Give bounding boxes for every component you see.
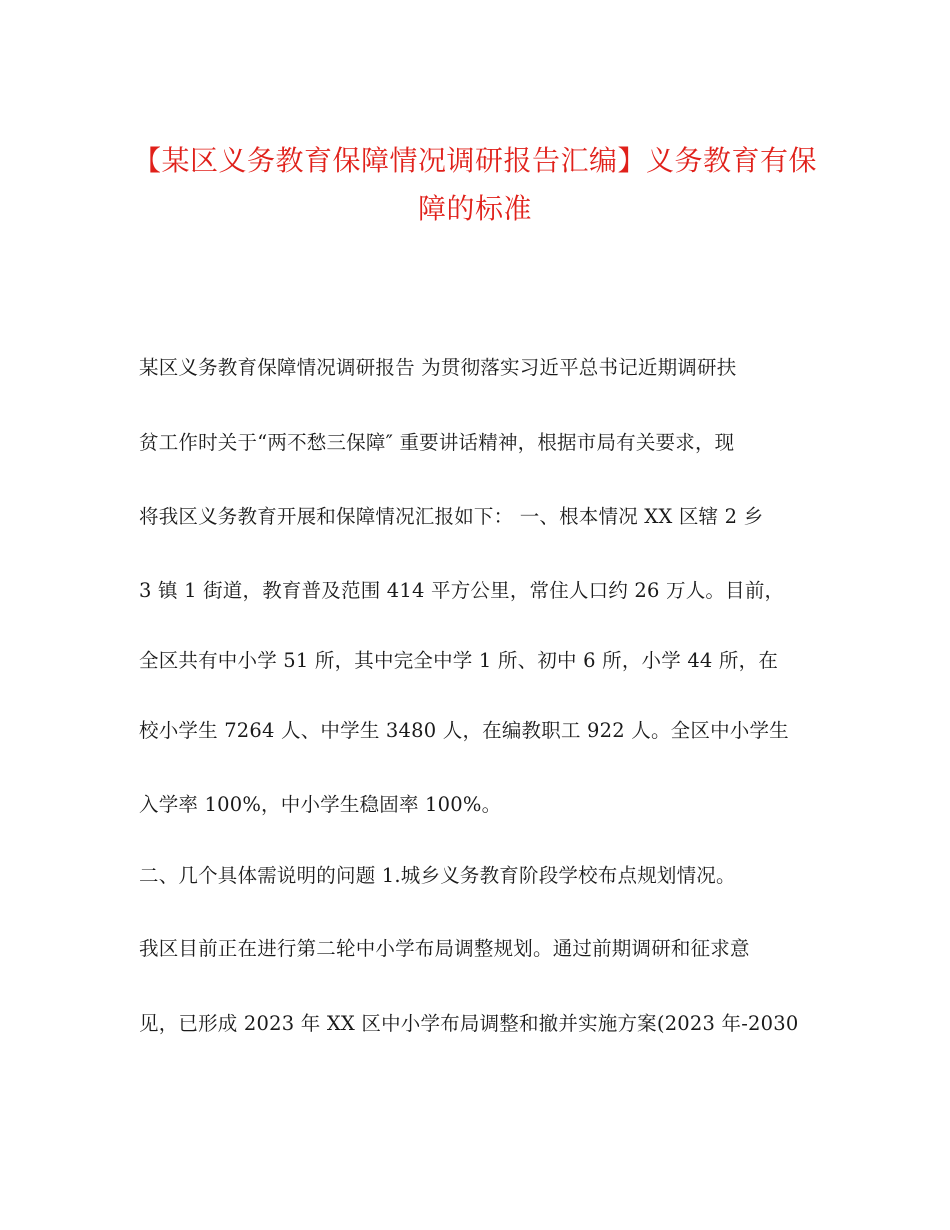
body-line-3: 将我区义务教育开展和保障情况汇报如下： 一、根本情况 XX 区辖 2 乡 [139,505,764,528]
document-title: 【某区义务教育保障情况调研报告汇编】义务教育有保障的标准 [132,144,817,225]
body-line-5: 全区共有中小学 51 所，其中完全中学 1 所、初中 6 所，小学 44 所，在 [139,649,779,672]
body-line-10: 见，已形成 2023 年 XX 区中小学布局调整和撤并实施方案(2023 年-2030 [139,1012,799,1035]
body-line-1: 某区义务教育保障情况调研报告 为贯彻落实习近平总书记近期调研扶 [139,356,737,379]
body-line-6: 校小学生 7264 人、中学生 3480 人，在编教职工 922 人。全区中小学生 [139,719,789,742]
body-line-8: 二、几个具体需说明的问题 1.城乡义务教育阶段学校布点规划情况。 [139,864,736,887]
body-line-9: 我区目前正在进行第二轮中小学布局调整规划。通过前期调研和征求意 [139,937,750,960]
body-line-2: 贫工作时关于“两不愁三保障″ 重要讲话精神，根据市局有关要求，现 [139,431,735,454]
body-line-4: 3 镇 1 街道，教育普及范围 414 平方公里，常住人口约 26 万人。目前， [139,579,785,602]
body-line-7: 入学率 100%，中小学生稳固率 100%。 [139,793,502,816]
